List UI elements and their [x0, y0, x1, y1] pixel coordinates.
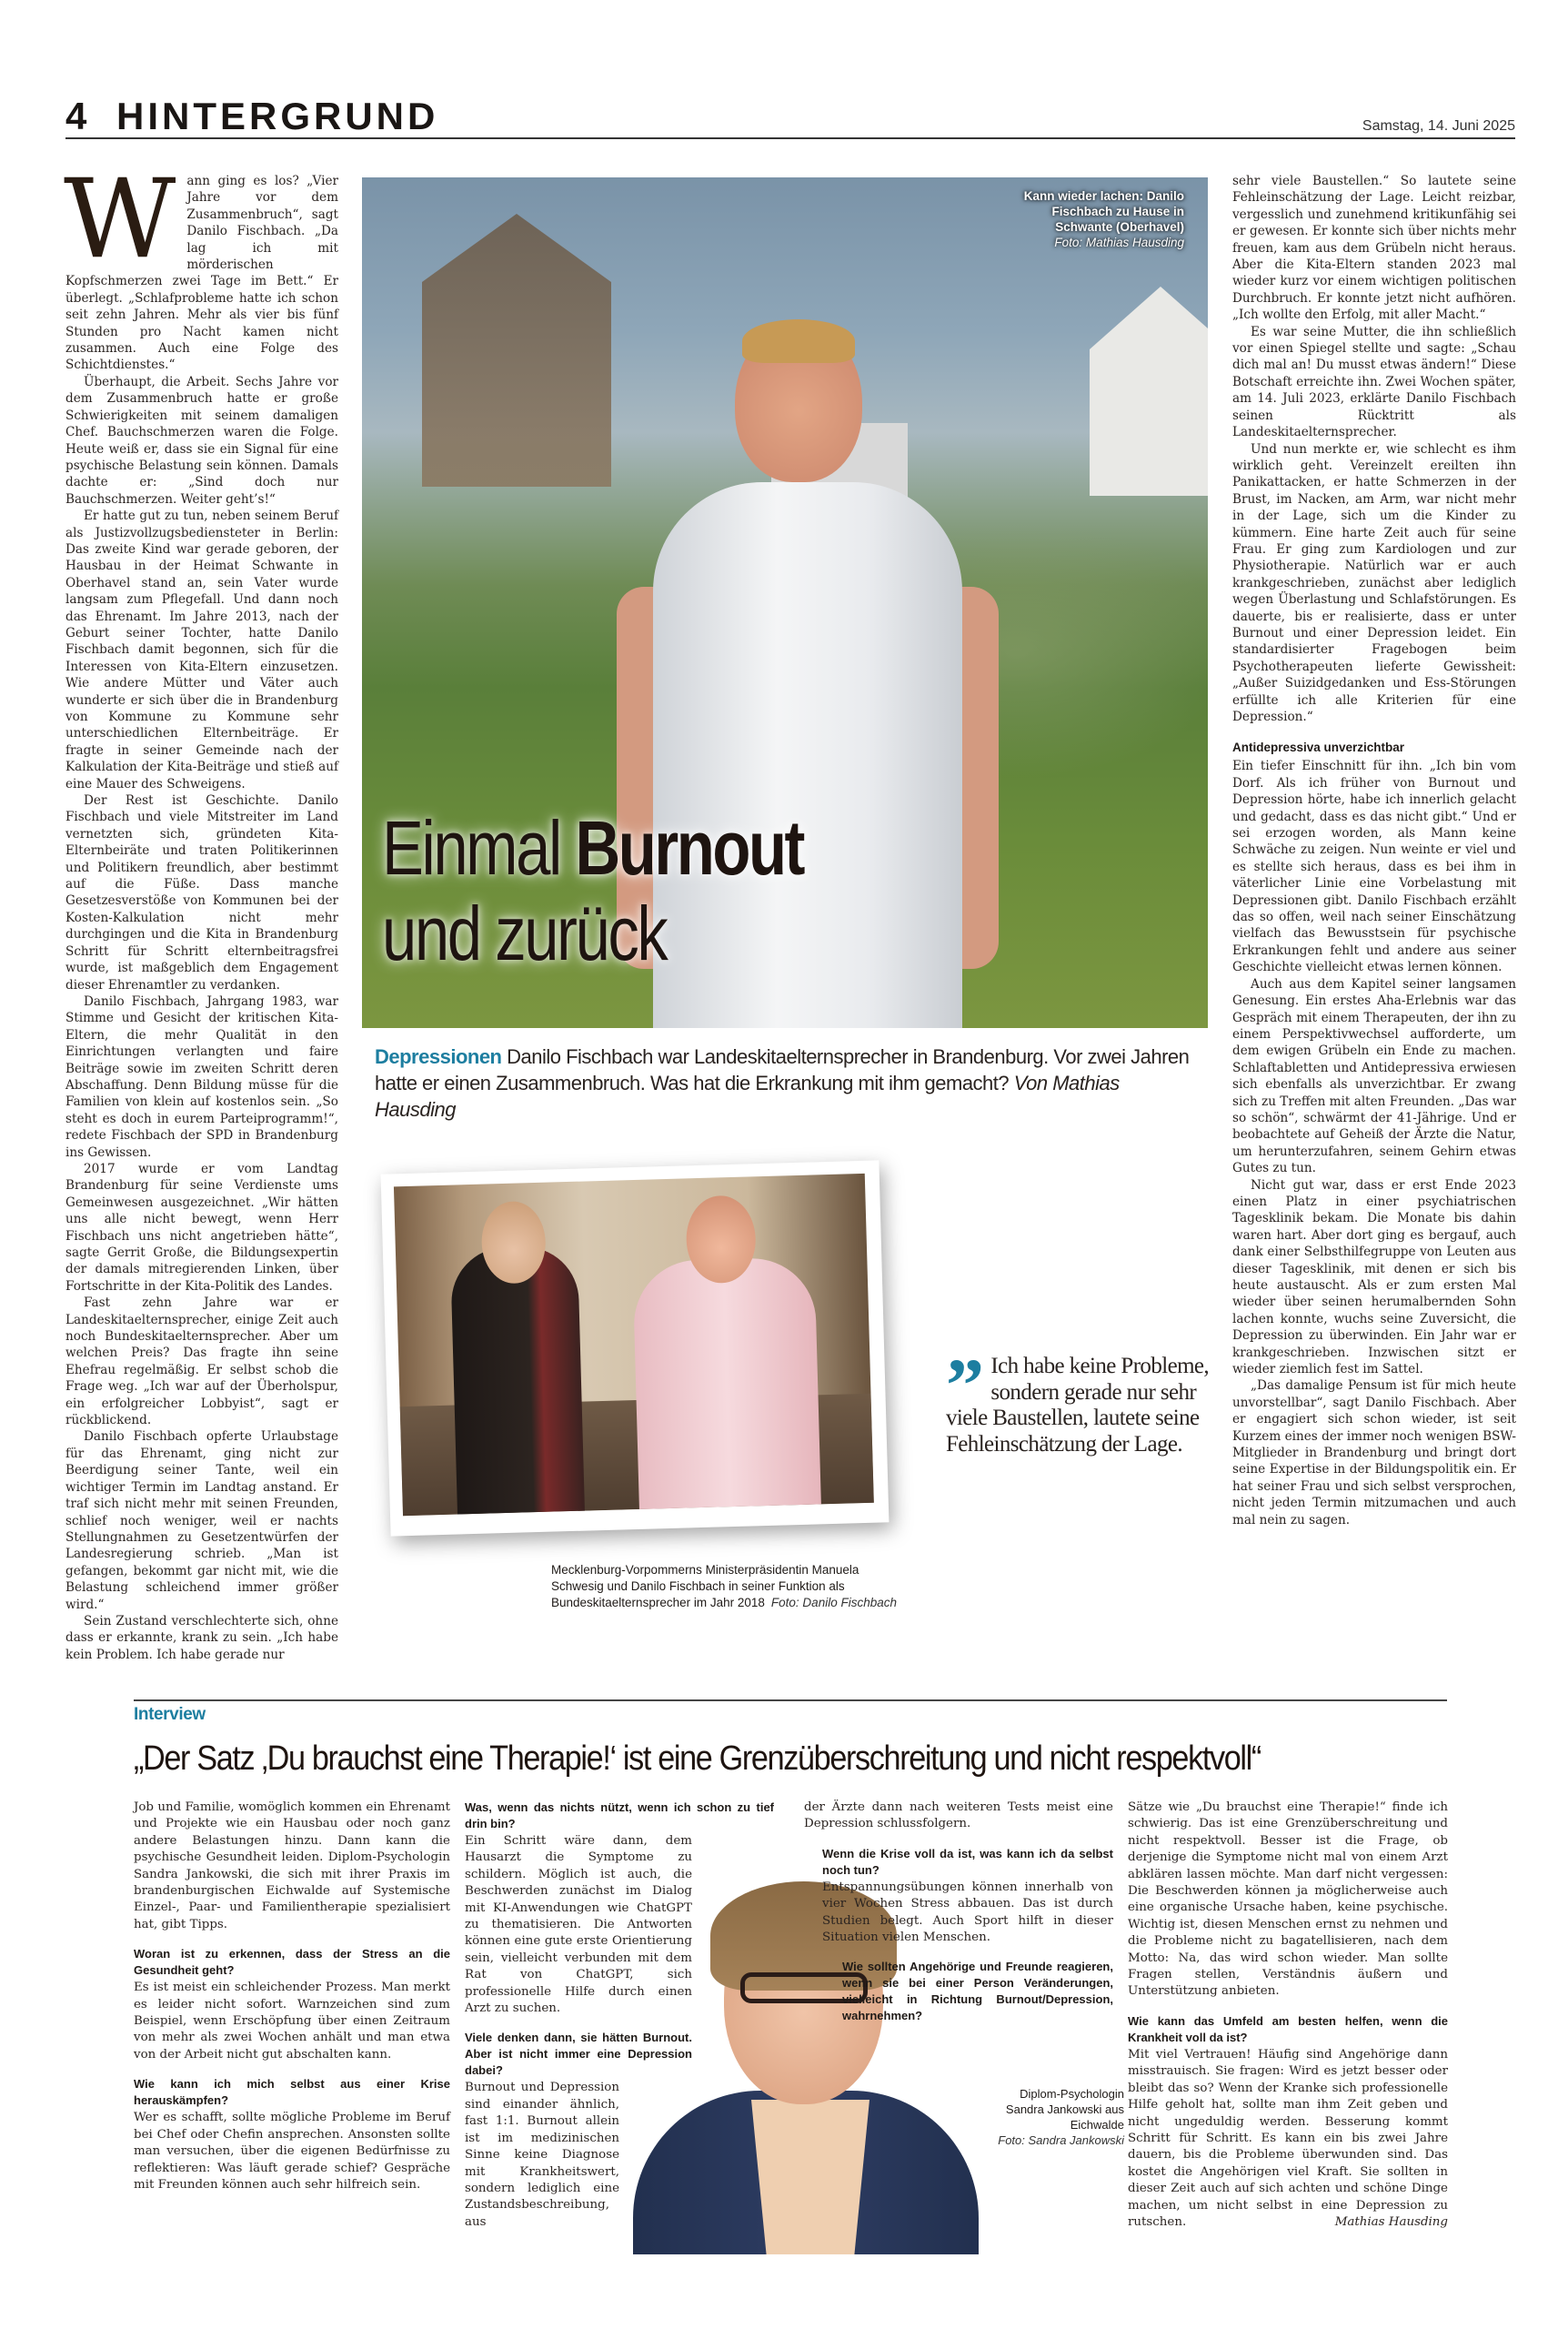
article-paragraph: 2017 wurde er vom Landtag Brandenburg für seine Verdienste ums Gemeinwesen ausgezeichnet. „Wir hätten uns alle nicht bewegt, wenn Herr Fischbach uns nicht angetrieben hätte“, sagte Gerrit Große, die Bildungsexpertin der damals mitregierenden Linken, über Fortschritte in der Kita-Politik des Landes. [65, 1161, 338, 1294]
photo-schwesig-fischbach [381, 1160, 890, 1536]
article-paragraph: Sein Zustand verschlechterte sich, ohne dass er erkannte, krank zu sein. „Ich habe kein Problem. Ich habe gerade nur [65, 1613, 338, 1662]
hero-photo-credit: Foto: Mathias Hausding [1054, 236, 1184, 249]
house-shape [1090, 287, 1208, 496]
article-paragraph: Der Rest ist Geschichte. Danilo Fischbach und viele Mitstreiter im Land vernetzten sich, gründeten Kita-Elternbeiräte und traten Politikerinnen und Politikern freundlich, aber bestimmt auf die Füße. Dass manche Gesetzesverstöße von Kommunen bei der Kosten-Kalkulation nicht mehr durchgingen und die Kita in Brandenburg Schritt für Schritt elternbeitragsfrei wurde, ist maßgeblich dem Engagement dieser Ehrenamtler zu verdanken. [65, 793, 338, 993]
teaser [375, 1044, 1193, 1123]
pull-quote [946, 1344, 1210, 1457]
article-column-1 [64, 156, 338, 1663]
article-paragraph: Und nun merkte er, wie schlecht es ihm wirklich geht. Vereinzelt ereilten ihn Panikattacken, er hatte Schmerzen in der Brust, im Nacken, am Arm, war nicht mehr in der Lage, sich um die Kinder zu kümmern. Eine harte Zeit auch für seine Frau. Er ging zum Kardiologen und zur Physiotherapie. Natürlich war er auch krankgeschrieben, zunächst aber lediglich wegen Überlastung und Schlafstörungen. Es dauerte, bis er realisierte, dass er unter Burnout und einer Depression leidet. Ein standardisierter Fragebogen beim Psychotherapeuten lieferte Gewissheit: „Außer Suizidgedanken und Ess-Störungen erfüllte ich alle Kriterien für eine Depression.“ [1232, 441, 1516, 724]
headline-bold: Burnout [575, 805, 804, 891]
blouse [751, 2100, 869, 2254]
man-figure [632, 1256, 821, 1516]
interview-question: Wie kann ich mich selbst aus einer Krise herauskämpfen? [134, 2077, 450, 2108]
article-paragraph: Danilo Fischbach, Jahrgang 1983, war Stimme und Gesicht der kritischen Kita-Eltern, die mehr Qualität in den Einrichtungen verlangten und faire Beiträge sowie im zweiten Schritt deren Abschaffung. Denn Bildung müsse für die Familien von klein auf kostenlos sein. „So steht es doch in eurem Parteiprogramm!“, redete Fischbach der SPD in Brandenburg ins Gewissen. [65, 993, 338, 1160]
hair [742, 319, 855, 363]
photo2-credit: Foto: Danilo Fischbach [770, 1596, 897, 1609]
article-paragraph: ann ging es los? „Vier Jahre vor dem Zusammenbruch“, sagt Danilo Fischbach. „Da lag ich mit mörderischen Kopfschmerzen zwei Tage im Bett.“ Er überlegt. „Schlafprobleme hatte ich schon seit zehn Jahren. Mehr als vier bis fünf Stunden pro Nacht kamen nicht zusammen. Auch eine Folge des Schichtdienstes.“ [65, 174, 338, 373]
interview-answer: Sätze wie „Du brauchst eine Therapie!“ finde ich schwierig. Das ist eine Grenzüberschreitung und nicht respektvoll. Besser ist die Frage, ob derjenige die Symptome nicht mal von einem Arzt abklären lassen möchte. Man darf nicht vergessen: Die Beschwerden können ja möglicherweise auch eine organische Ursache haben, keine psychische. Wichtig ist, diesen Menschen ernst zu nehmen und die Probleme nicht zu bagatellisieren, nach dem Motto: Na, das wird schon wieder. Man sollte Fragen stellen, Verständnis äußern und Unterstützung anbieten. [1128, 1800, 1448, 1999]
hero-caption [1011, 188, 1184, 250]
psych-photo-credit: Foto: Sandra Jankowski [998, 2133, 1124, 2147]
issue-date: Samstag, 14. Juni 2025 [1362, 118, 1515, 134]
photo2-caption [551, 1562, 897, 1611]
headline-line-2: und zurück [382, 891, 667, 976]
article-paragraph: Überhaupt, die Arbeit. Sechs Jahre vor dem Zusammenbruch hatte er große Schwierigkeiten mit seinem damaligen Chef. Bauchschmerzen waren die Folge. Heute weiß er, dass sie ein Signal für eine psychische Belastung sein können. Damals dachte er: „Sind doch nur Bauchschmerzen. Weiter geht’s!“ [65, 374, 338, 507]
interview-column-3 [804, 1800, 1113, 2025]
interview-answer [1128, 2047, 1448, 2231]
interview-intro: Job und Familie, womöglich kommen ein Ehrenamt und Projekte wie ein Hausbau oder noch ganz andere Belastungen hinzu. Dann kann die psychische Gesundheit leiden. Diplom-Psychologin Sandra Jankowski, die sich mit ihrer Praxis im brandenburgischen Eichwalde auf Systemische Einzel-, Paar- und Familientherapie spezialisiert hat, gibt Tipps. [134, 1800, 450, 1931]
hero-photo [362, 177, 1208, 1028]
interview-answer: Entspannungsübungen können innerhalb von vier Wochen Stress abbauen. Das ist durch Studien belegt. Auch Sport hilft in dieser Situation vielen Menschen. [822, 1880, 1113, 1945]
interview-question: Woran ist zu erkennen, dass der Stress an die Gesundheit geht? [134, 1947, 450, 1978]
article-paragraph: Es war seine Mutter, die ihn schließlich vor einen Spiegel stellte und sagte: „Schau dich mal an! Du musst etwas ändern!“ Diese Botschaft erreichte ihn. Zwei Wochen später, am 14. Juli 2023, erklärte Danilo Fischbach seinen Rücktritt als Landeskitaelternsprecher. [1232, 324, 1516, 440]
woman-figure [450, 1245, 585, 1516]
article-paragraph: Auch aus dem Kapitel seiner langsamen Genesung. Ein erstes Aha-Erlebnis war das Gespräch mit einem Therapeuten, der ihn zu einem Perspektivwechsel aufforderte, um dem ewigen Grübeln ein Ende zu machen. Schlaftabletten und Antidepressiva erwiesen sich ebenfalls als unverzichtbar. Er zwang sich zu Treffen mit alten Freunden. „Das war so schön“, schwärmt der 41-Jährige. Und er beobachtete auf Geheiß der Ärzte die Natur, um herunterzufahren, seinem Gehirn etwas Gutes zu tun. [1232, 976, 1516, 1176]
article-paragraph: sehr viele Baustellen.“ So lautete seine Fehleinschätzung der Lage. Leicht reizbar, vergesslich und zunehmend kritikunfähig sei er gewesen. Er konnte sich über nichts mehr freuen, kam aus dem Grübeln nicht heraus. Aber die Kita-Eltern standen 2023 mal wieder kurz vor einem wichtigen politischen Durchbruch. Er konnte jetzt nicht aufhören. „Ich wollte den Erfolg, mit aller Macht.“ [1232, 174, 1516, 323]
interview-answer: Ein Schritt wäre dann, dem Hausarzt die Symptome zu schildern. Möglich ist auch, die Beschwerden zunächst im Dialog mit KI-Anwendungen wie ChatGPT zu thematisieren. Die Antworten können eine gute erste Orientierung sein, vielleicht verbunden mit dem Rat von ChatGPT, sich professionelle Hilfe durch einen Arzt zu suchen. [465, 1834, 692, 2016]
article-paragraph: Er hatte gut zu tun, neben seinem Beruf als Justizvollzugsbediensteter in Berlin: Das zweite Kind war gerade geboren, der Hausbau in der Heimat Schwante in Oberhavel stand an, sein Vater wurde langsam zum Pflegefall. Und dann noch das Ehrenamt. Im Jahre 2013, nach der Geburt seiner Tochter, hatte Danilo Fischbach damit begonnen, sich für die Interessen von Kita-Eltern einzusetzen. Wie andere Mütter und Väter auch wunderte er sich über die in Brandenburg von Kommune zu Kommune sehr unterschiedlichen Elternbeiträge. Er fragte in seiner Gemeinde nach der Kalkulation der Kita-Beiträge und stieß auf eine Mauer des Schweigens. [65, 509, 338, 791]
page-number: 4 [65, 95, 91, 137]
article-paragraph: Nicht gut war, dass er erst Ende 2023 einen Platz in einer psychiatrischen Tagesklinik bekam. Die Monate bis dahin waren hart. Aber dort ging es bergauf, auch dank einer Selbsthilfegruppe von Leuten aus dieser Tagesklinik, mit denen er sich bis heute austauscht. Als er zum ersten Mal wieder über seinen herumalbernden Sohn lachen konnte, wuchs seine Zuversicht, die Depression zu überwinden. Ein Jahr war er krankgeschrieben. Inzwischen sitzt er wieder ziemlich fest im Sattel. [1232, 1177, 1516, 1377]
interview-question: Wie sollten Angehörige und Freunde reagieren, wenn sie bei einer Person Veränderungen, vielleicht in Richtung Burnout/Depression, wahrnehmen? [842, 1960, 1113, 2023]
teaser-byline: Von Mathias Hausding [375, 1072, 1120, 1121]
headline [382, 805, 803, 976]
interview-answer: Es ist meist ein schleichender Prozess. Man merkt es leider nicht sofort. Warnzeichen sind zum Beispiel, wenn Erschöpfung über einen Zeitraum von mehr als zwei Wochen anhält und man etwa von der Arbeit nicht gut abschalten kann. [134, 1981, 450, 2062]
dropcap: W [64, 156, 176, 283]
interview-kicker: Interview [134, 1705, 206, 1724]
playhouse-shape [398, 214, 635, 487]
teaser-kicker: Depressionen [375, 1045, 502, 1068]
interview-question: Wenn die Krise voll da ist, was kann ich da selbst noch tun? [822, 1846, 1113, 1877]
teaser-text: Danilo Fischbach war Landeskitaelternsprecher in Brandenburg. Vor zwei Jahren hatte er einen Zusammenbruch. Was hat die Erkrankung mit ihm gemacht? [375, 1045, 1190, 1094]
article-paragraph: „Das damalige Pensum ist für mich heute unvorstellbar“, sagt Danilo Fischbach. Aber er engagiert sich schon wieder, ist seit Kurzem eines der immer noch wenigen BSW-Mitglieder in Brandenburg und bringt dort seine Expertise in der Bildungspolitik ein. Er hat seiner Frau und sich selbst versprochen, nicht jeden Termin mitzumachen und auch mal nein zu sagen. [1232, 1378, 1516, 1527]
interview-answer: der Ärzte dann nach weiteren Tests meist eine Depression schlussfolgern. [804, 1800, 1113, 1831]
interview-rule [134, 1699, 1447, 1701]
psych-caption-text: Diplom-Psychologin Sandra Jankowski aus Eichwalde [1005, 2087, 1124, 2132]
interview-question: Viele denken dann, sie hätten Burnout. Aber ist nicht immer eine Depression dabei? [465, 2031, 692, 2078]
interview-author: Mathias Hausding [1334, 2214, 1448, 2229]
hero-caption-text: Kann wieder lachen: Danilo Fischbach zu Hause in Schwante (Oberhavel) [1023, 189, 1184, 234]
interview-question: Was, wenn das nichts nützt, wenn ich schon zu tief drin bin? [465, 1800, 774, 1830]
article-column-4 [1232, 173, 1516, 1528]
interview-column-4 [1128, 1800, 1448, 2231]
article-paragraph: Ein tiefer Einschnitt für ihn. „Ich bin vom Dorf. Als ich früher von Burnout und Depression hörte, habe ich innerlich gelacht und gedacht, dass es das nicht gibt.“ Und er sei erzogen worden, als Mann keine Schwäche zu zeigen. Nun weinte er viel und es stellte sich heraus, dass es bei ihm in väterlicher Linie eine Vorbelastung mit Depressionen gibt. Danilo Fischbach erzählt das so offen, weil nach seiner Einschätzung vielfach das Bewusstsein für psychische Erkrankungen fehlt und andere aus seiner Geschichte vielleicht etwas lernen können. [1232, 759, 1516, 975]
quote-mark-icon: ” [946, 1344, 984, 1428]
article-paragraph: Fast zehn Jahre war er Landeskitaelternsprecher, einige Zeit auch noch Bundeskitaelternsprecher. Aber um welchen Preis? Das fragte ihn seine Ehefrau regelmäßig. Er selbst schob die Frage weg. „Ich war auf der Überholspur, ein erfolgreicher Lobbyist“, sagt er rückblickend. [65, 1296, 338, 1428]
interview-answer-text: Mit viel Vertrauen! Häufig sind Angehörige dann misstrauisch. Sie fragen: Wird es jetzt besser oder bleibt das so? Wenn der Kranke sich professionelle Hilfe geholt hat, sollte man ihm Zeit geben und nicht ungeduldig werden. Besserung kommt Schritt für Schritt. Es kann ein bis zwei Jahre dauern, bis die Probleme überwunden sind. Das kostet die Angehörigen viel Kraft. Sie sollten in dieser Zeit auch auf sich achten und schöne Dinge machen, um nicht selbst in eine Depression zu rutschen. [1128, 2047, 1448, 2229]
photo2-caption-text: Mecklenburg-Vorpommerns Ministerpräsidentin Manuela Schwesig und Danilo Fischbach in seiner Funktion als Bundeskitaelternsprecher im Jahr 2018 [551, 1563, 859, 1609]
headline-light: Einmal [382, 805, 560, 891]
article-paragraph: Danilo Fischbach opferte Urlaubstage für das Ehrenamt, ging nicht zur Beerdigung seiner Tante, weil ein wichtiger Termin im Landtag anstand. Er traf sich nicht mehr mit seinen Freunden, schlief noch weniger, weil er nachts Stellungnahmen zu Gesetzentwürfen der Landesregierung schrieb. „Man ist gefangen, bekommt gar nicht mit, wie die Belastung schleichend immer größer wird.“ [65, 1429, 338, 1612]
pull-quote-text: Ich habe keine Probleme, sondern gerade nur sehr viele Baustellen, lautete seine Fehleinschätzung der Lage. [946, 1354, 1210, 1457]
interview-answer: Wer es schafft, sollte mögliche Probleme im Beruf bei Chef oder Chefin ansprechen. Ansonsten sollte man versuchen, über die eigenen Bedürfnisse zu reflektieren: Was läuft gerade schief? Gespräche mit Freunden können auch sehr hilfreich sein. [134, 2111, 450, 2192]
interview-title: „Der Satz ‚Du brauchst eine Therapie!‘ ist eine Grenzüberschreitung und nicht respektvoll“ [134, 1739, 1261, 1778]
interview-question: Wie kann das Umfeld am besten helfen, wenn die Krankheit voll da ist? [1128, 2013, 1448, 2044]
psych-photo-caption [988, 2086, 1124, 2148]
article-subheading: Antidepressiva unverzichtbar [1232, 741, 1405, 755]
photo-content [394, 1174, 874, 1516]
section-title: HINTERGRUND [116, 95, 439, 137]
interview-column-1 [134, 1800, 450, 2193]
header-rule [65, 137, 1515, 139]
interview-answer: Burnout und Depression sind einander ähnlich, fast 1:1. Burnout allein ist im medizinischen Sinne keine Diagnose mit Krankheitswert, sondern lediglich eine Zustandsbeschreibung, aus [465, 2081, 619, 2229]
